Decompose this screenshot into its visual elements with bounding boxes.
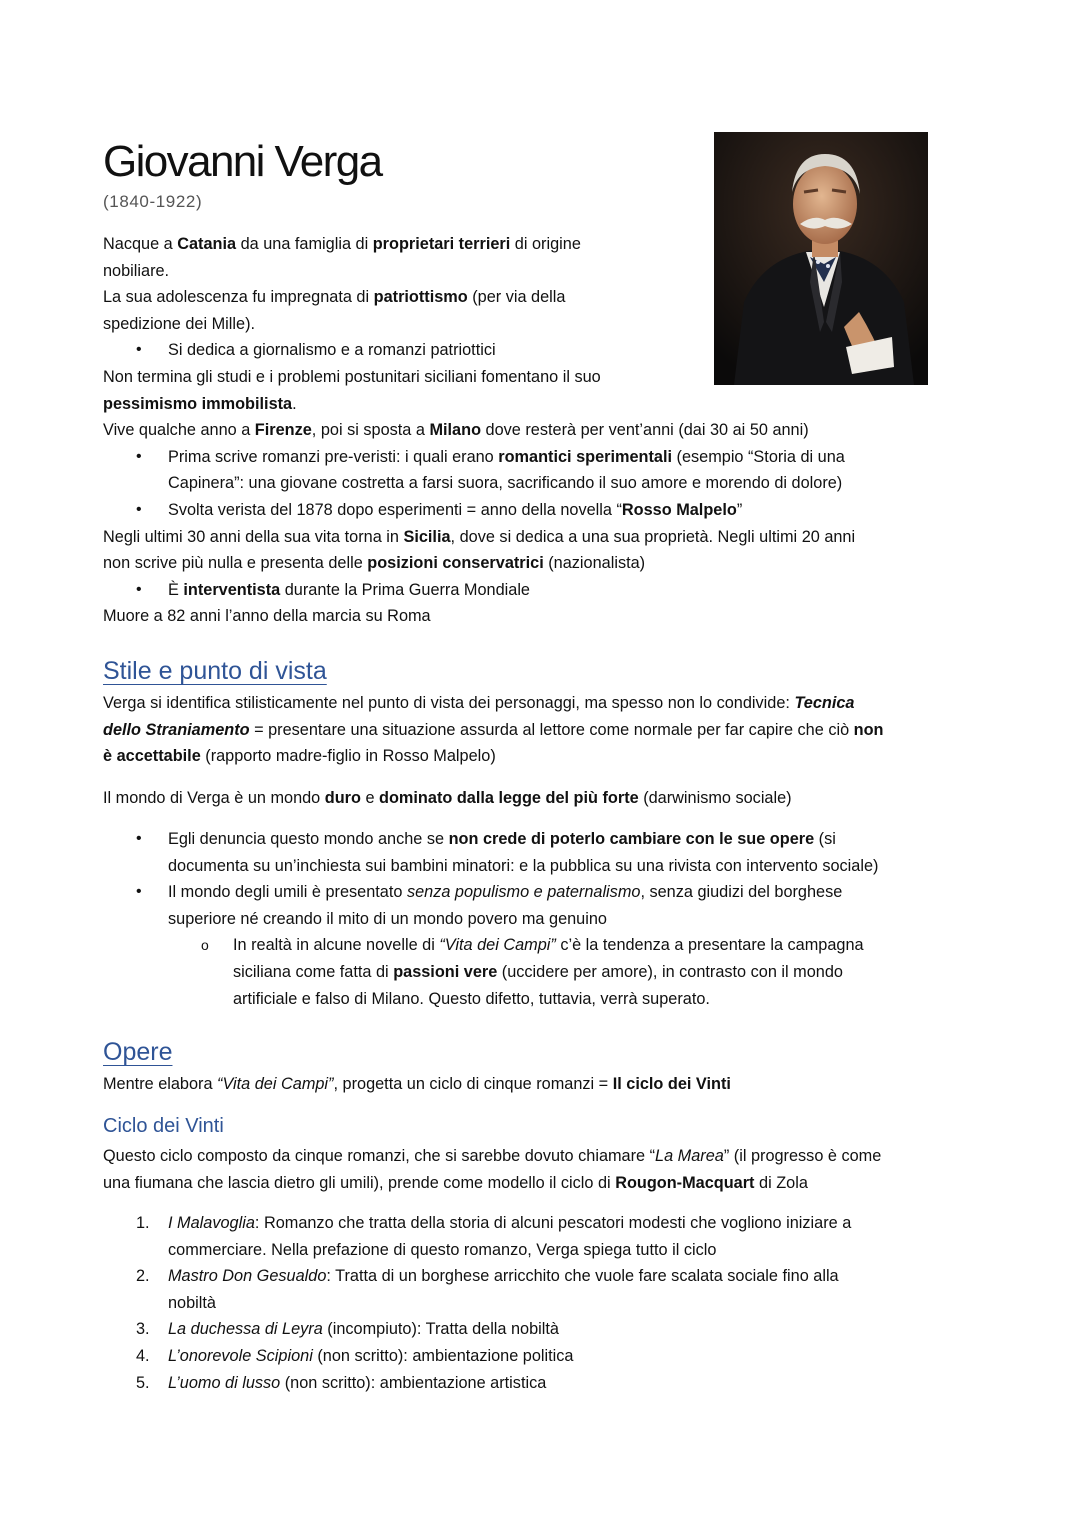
list-item-continuation: nobiltà <box>168 1293 216 1312</box>
heading-stile: Stile e punto di vista <box>103 657 327 685</box>
sub-bullet-item: o In realtà in alcune novelle di “Vita dei Campi” c’è la tendenza a presentare la campagna <box>103 932 1003 959</box>
novels-list <box>103 1210 983 1396</box>
list-item: 5. L’uomo di lusso (non scritto): ambientazione artistica <box>136 1373 547 1392</box>
bullet-continuation: Capinera”: una giovane costretta a farsi suora, sacrificando il suo amore e morendo di dolore) <box>168 474 843 493</box>
bio-line: Muore a 82 anni l’anno della marcia su Roma <box>103 607 431 626</box>
bio-line: Vive qualche anno a Firenze, poi si sposta a Milano dove resterà per vent’anni (dai 30 ai 50 anni) <box>103 421 809 440</box>
heading-opere: Opere <box>103 1038 173 1066</box>
stile-paragraph: Verga si identifica stilisticamente nel punto di vista dei personaggi, ma spesso non lo condivide: Tecnica dello Straniamento = presentare una situazione assurda al lettore come normale per far capire che ciò non è accettabile (rapporto madre-figlio in Rosso Malpelo) <box>103 694 884 766</box>
heading-ciclo-vinti: Ciclo dei Vinti <box>103 1115 224 1137</box>
list-item: 2. Mastro Don Gesualdo: Tratta di un borghese arricchito che vuole fare scalata sociale fino alla <box>136 1267 839 1286</box>
bio-line: Negli ultimi 30 anni della sua vita torna in Sicilia, dove si dedica a una sua proprietà. Negli ultimi 20 anni <box>103 527 856 546</box>
stile-bullets <box>103 826 1003 1012</box>
ciclo-paragraph: Questo ciclo composto da cinque romanzi, che si sarebbe dovuto chiamare “La Marea” (il progresso è come una fiumana che lascia dietro gli umili), prende come modello il ciclo di Rougon-Macquart di Zola <box>103 1147 882 1192</box>
life-dates: (1840-1922) <box>103 192 203 211</box>
list-item: 3. La duchessa di Leyra (incompiuto): Tratta della nobiltà <box>136 1320 559 1339</box>
list-item: 1. I Malavoglia: Romanzo che tratta della storia di alcuni pescatori modesti che vogliono iniziare a <box>136 1214 852 1232</box>
bio-line: non scrive più nulla e presenta delle posizioni conservatrici (nazionalista) <box>103 554 646 573</box>
bullet-item: • Egli denuncia questo mondo anche se non crede di poterlo cambiare con le sue opere (si <box>103 826 1003 853</box>
bullet-item: • Prima scrive romanzi pre-veristi: i quali erano romantici sperimentali (esempio “Storia di una <box>103 444 973 471</box>
bio-line: spedizione dei Mille). <box>103 314 256 333</box>
biography-section <box>103 231 973 630</box>
bullet-item: • Il mondo degli umili è presentato senza populismo e paternalismo, senza giudizi del borghese <box>103 879 1003 906</box>
page-title: Giovanni Verga <box>103 137 382 186</box>
bullet-continuation: superiore né creando il mito di un mondo povero ma genuino <box>168 909 607 928</box>
bullet-item: • È interventista durante la Prima Guerra Mondiale <box>103 577 973 604</box>
list-item: 4. L’onorevole Scipioni (non scritto): ambientazione politica <box>136 1346 574 1365</box>
bullet-continuation: documenta su un’inchiesta sui bambini minatori: e la pubblica su una rivista con intervento sociale) <box>168 856 879 875</box>
bio-line: La sua adolescenza fu impregnata di patriottismo (per via della <box>103 288 566 307</box>
bullet-item: • Si dedica a giornalismo e a romanzi patriottici <box>103 337 973 364</box>
bio-line: Nacque a Catania da una famiglia di proprietari terrieri di origine <box>103 235 581 253</box>
sub-bullet-continuation: siciliana come fatta di passioni vere (uccidere per amore), in contrasto con il mondo <box>233 962 843 981</box>
list-item-continuation: commerciare. Nella prefazione di questo romanzo, Verga spiega tutto il ciclo <box>168 1240 717 1259</box>
bullet-item: • Svolta verista del 1878 dopo esperimenti = anno della novella “Rosso Malpelo” <box>103 497 973 524</box>
bio-line: Non termina gli studi e i problemi postunitari siciliani fomentano il suo <box>103 367 601 386</box>
bio-line: pessimismo immobilista. <box>103 394 297 413</box>
opere-intro: Mentre elabora “Vita dei Campi”, progetta un ciclo di cinque romanzi = Il ciclo dei Vinti <box>103 1075 731 1093</box>
stile-mondo-line: Il mondo di Verga è un mondo duro e dominato dalla legge del più forte (darwinismo sociale) <box>103 789 792 807</box>
sub-bullet-continuation: artificiale e falso di Milano. Questo difetto, tuttavia, verrà superato. <box>233 989 710 1008</box>
bio-line: nobiliare. <box>103 261 170 280</box>
